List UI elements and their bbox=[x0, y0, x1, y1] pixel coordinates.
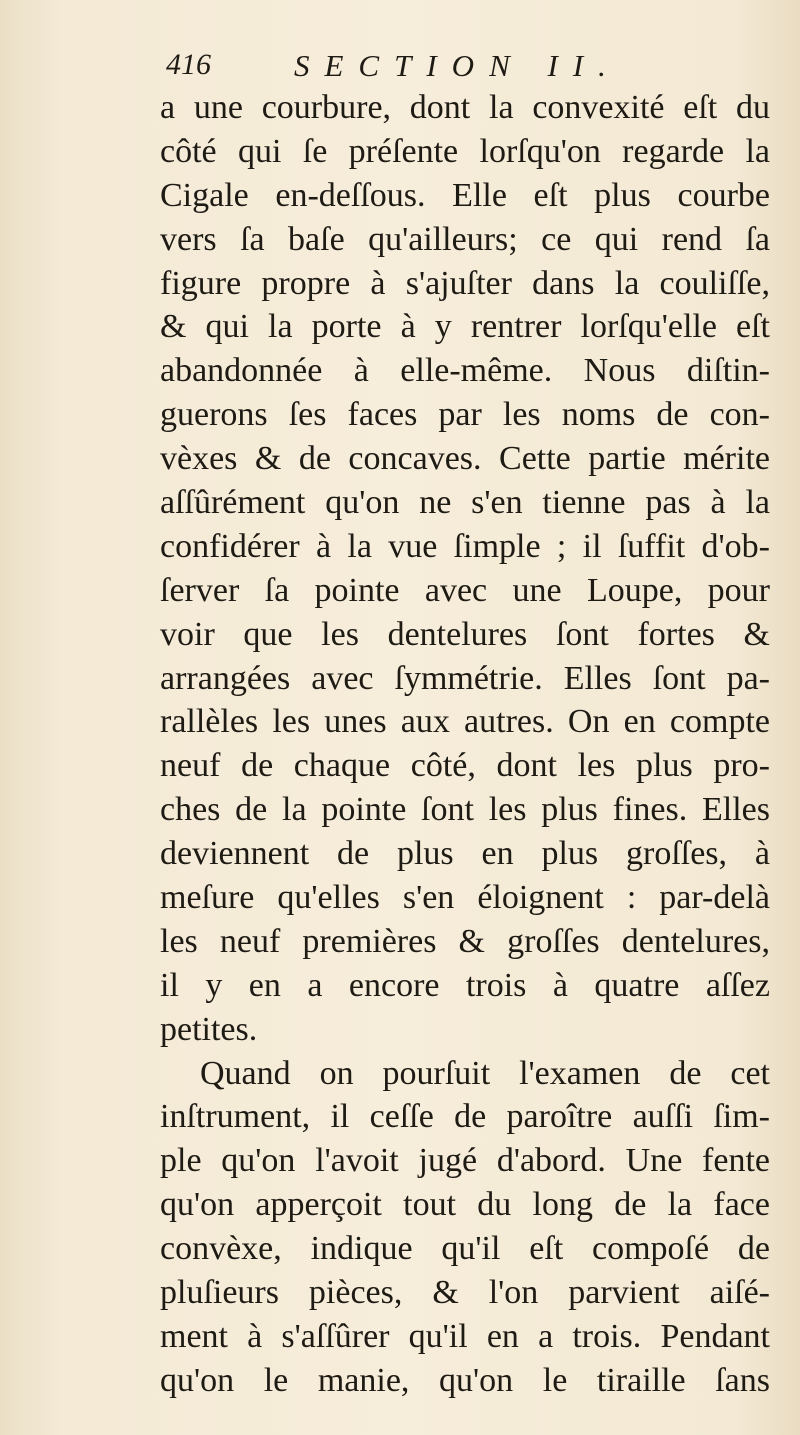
text-line: ment à s'aſſûrer qu'il en a trois. Pendant bbox=[160, 1317, 770, 1355]
text-line: & qui la porte à y rentrer lorſqu'elle eſt bbox=[160, 308, 770, 346]
text-line: pluſieurs pièces, & l'on parvient aiſé- bbox=[160, 1274, 770, 1312]
running-head: SECTION II. bbox=[294, 48, 621, 83]
text-line: ches de la pointe ſont les plus fines. Elles bbox=[160, 791, 770, 829]
text-line: les neuf premières & groſſes dentelures, bbox=[160, 922, 770, 960]
text-line: arrangées avec ſymmétrie. Elles ſont pa- bbox=[160, 659, 770, 697]
text-line: figure propre à s'ajuſter dans la couliſſe, bbox=[160, 264, 770, 302]
text-line: guerons ſes faces par les noms de con- bbox=[160, 396, 770, 434]
text-line: deviennent de plus en plus groſſes, à bbox=[160, 835, 770, 873]
text-line: ple qu'on l'avoit jugé d'abord. Une fente bbox=[160, 1142, 770, 1180]
text-line: vèxes & de concaves. Cette partie mérite bbox=[160, 440, 770, 478]
text-line: neuf de chaque côté, dont les plus pro- bbox=[160, 747, 770, 785]
text-line: il y en a encore trois à quatre aſſez bbox=[160, 966, 770, 1004]
page-number: 416 bbox=[166, 48, 211, 81]
paragraph-end-line: petites. bbox=[160, 1010, 258, 1048]
page-header bbox=[166, 48, 766, 88]
text-line: qu'on le manie, qu'on le tiraille ſans bbox=[160, 1361, 770, 1399]
body-text bbox=[160, 86, 770, 1403]
text-line: inſtrument, il ceſſe de paroître auſſi ſim- bbox=[160, 1098, 770, 1136]
text-line: convèxe, indique qu'il eſt compoſé de bbox=[160, 1230, 770, 1268]
text-line: côté qui ſe préſente lorſqu'on regarde la bbox=[160, 132, 770, 170]
text-line: rallèles les unes aux autres. On en compte bbox=[160, 703, 770, 741]
text-line: ſerver ſa pointe avec une Loupe, pour bbox=[160, 571, 770, 609]
text-line: voir que les dentelures ſont fortes & bbox=[160, 615, 770, 653]
text-line: qu'on apperçoit tout du long de la face bbox=[160, 1186, 770, 1224]
text-line: meſure qu'elles s'en éloignent : par-delà bbox=[160, 879, 770, 917]
text-line: abandonnée à elle-même. Nous diſtin- bbox=[160, 352, 770, 390]
text-line: confidérer à la vue ſimple ; il ſuffit d'ob- bbox=[160, 527, 770, 565]
paragraph-start-line: Quand on pourſuit l'examen de cet bbox=[200, 1054, 770, 1092]
text-line: aſſûrément qu'on ne s'en tienne pas à la bbox=[160, 484, 770, 522]
text-line: vers ſa baſe qu'ailleurs; ce qui rend ſa bbox=[160, 220, 770, 258]
text-line: Cigale en-deſſous. Elle eſt plus courbe bbox=[160, 176, 770, 214]
text-line: a une courbure, dont la convexité eſt du bbox=[160, 89, 770, 126]
